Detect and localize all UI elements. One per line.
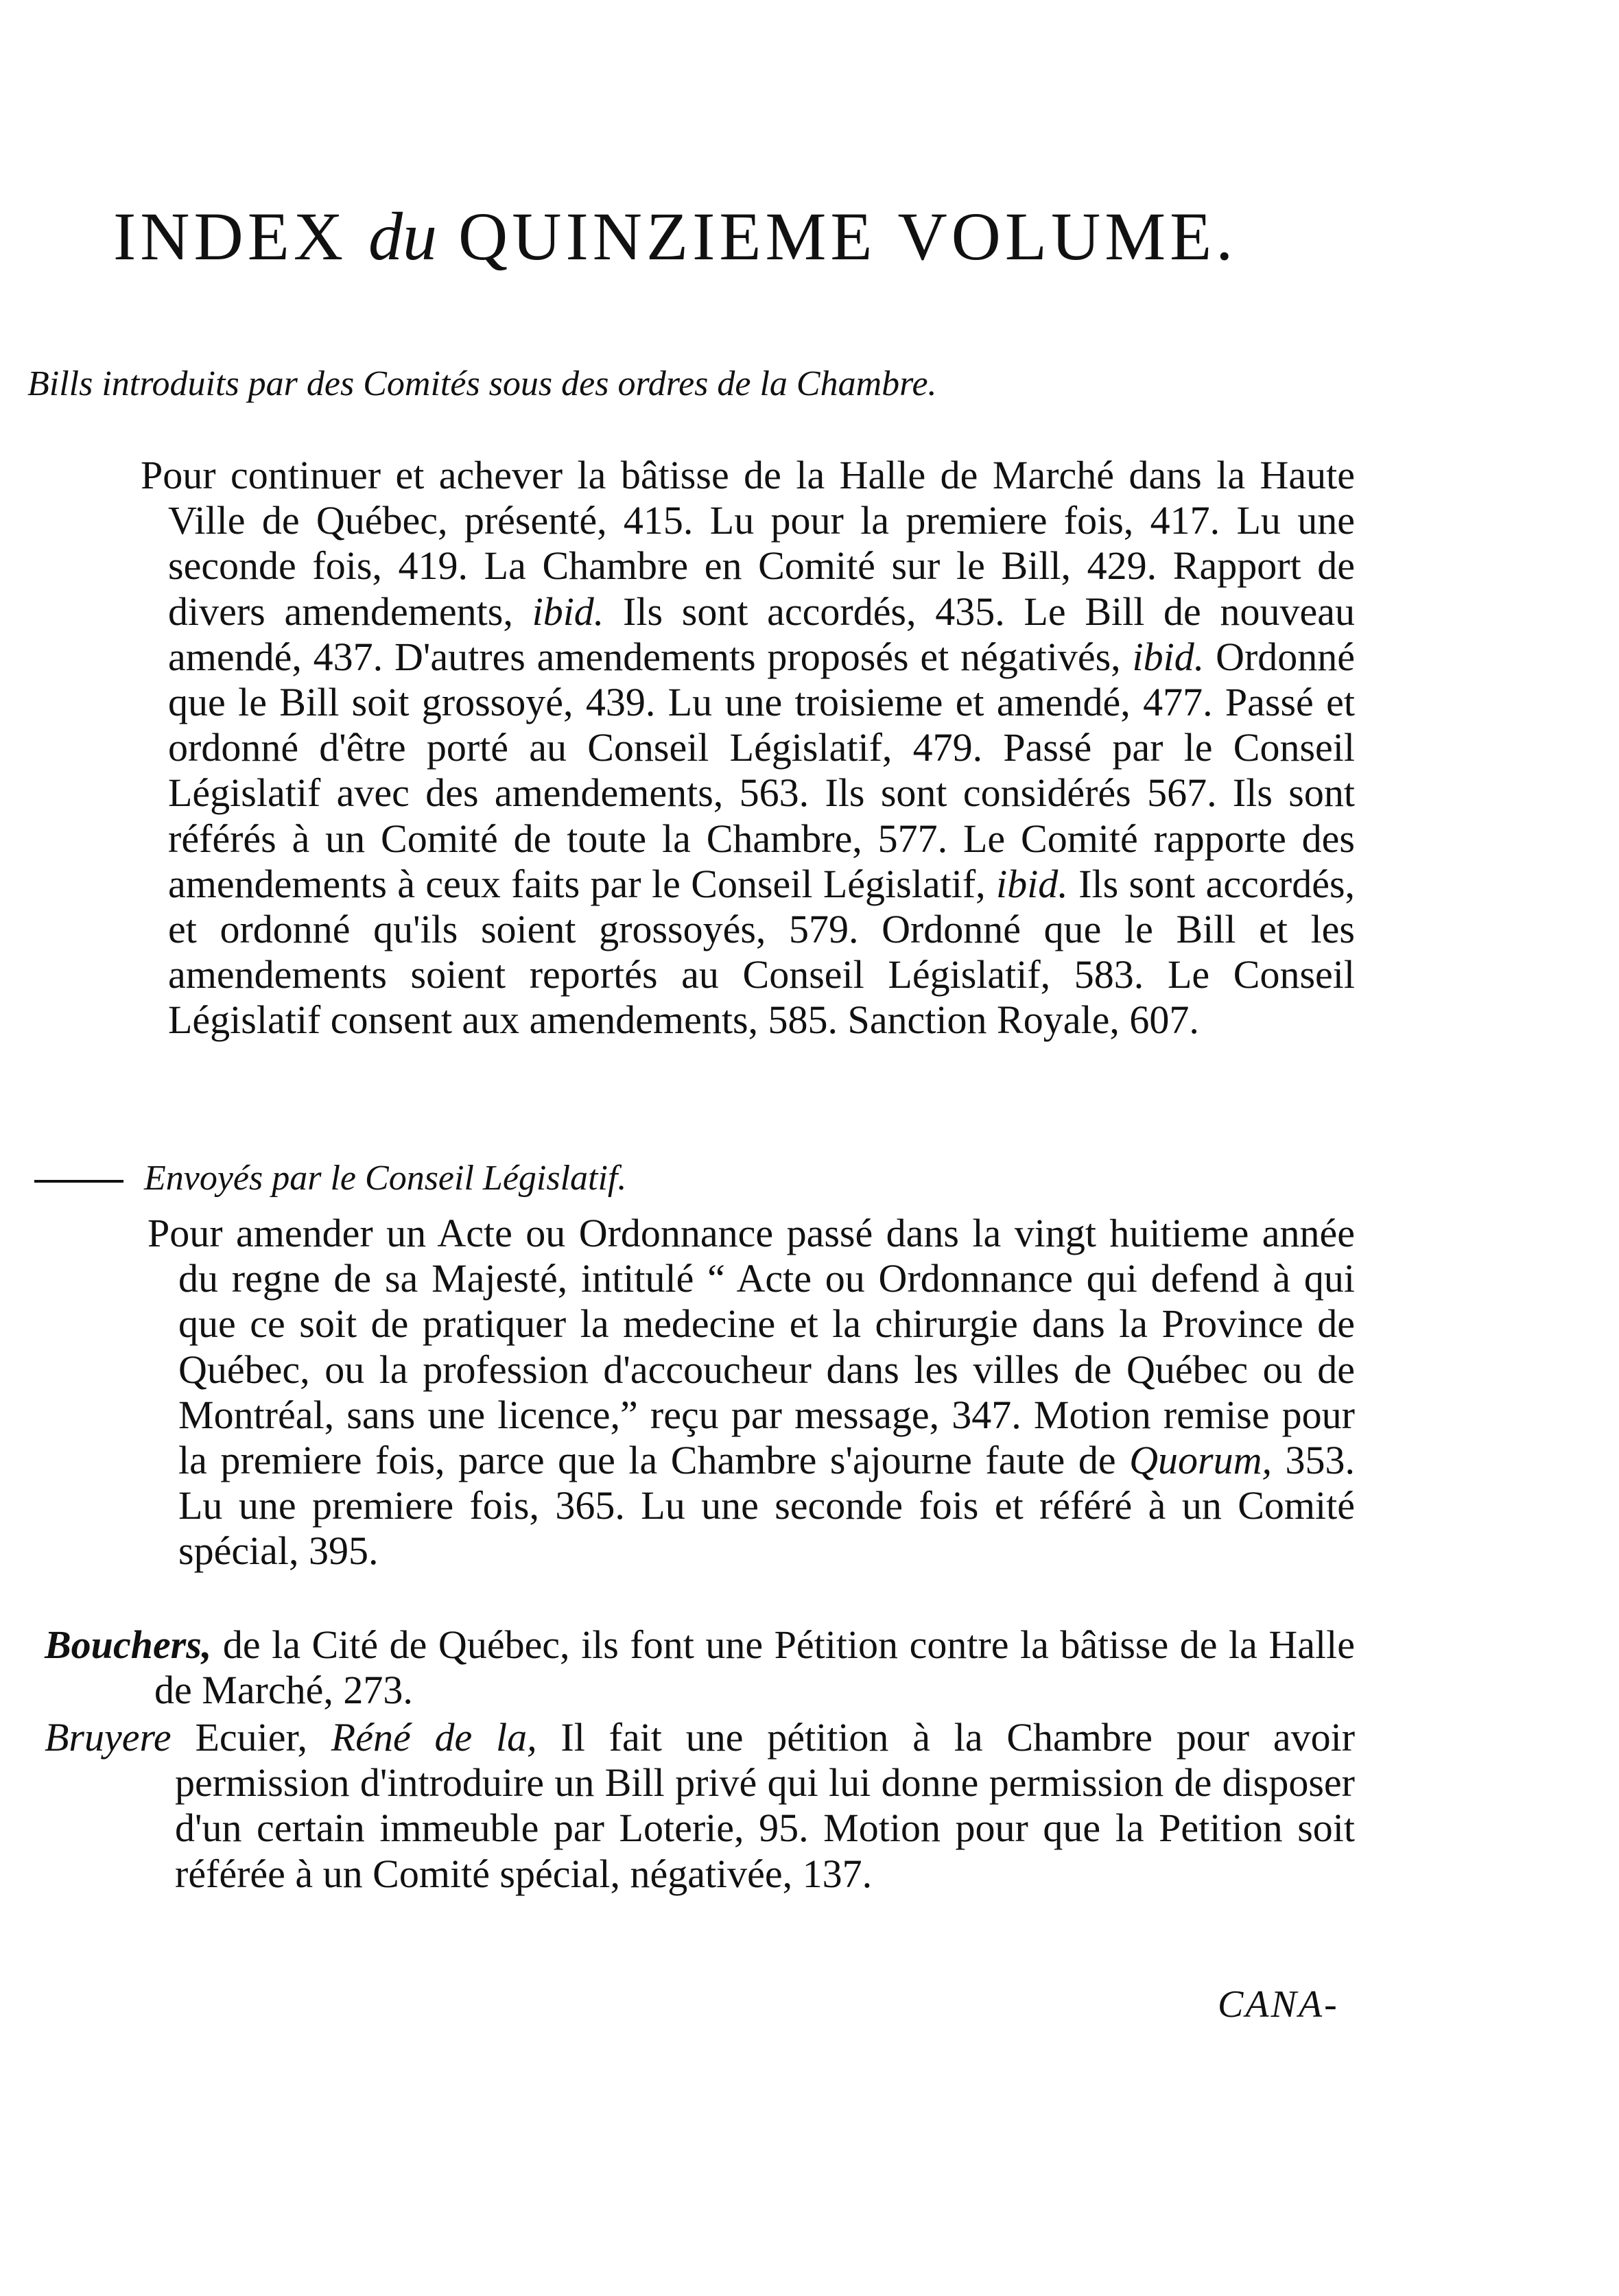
entry2-quorum: Quorum, [1129, 1438, 1272, 1483]
entry1-ibid-1: ibid. [532, 589, 604, 634]
subhead-text: Envoyés par le Conseil Législatif. [144, 1159, 627, 1198]
section-heading: Bills introduits par des Comités sous des ordres de la Chambre. [27, 364, 937, 403]
entry3-head: Bouchers, [45, 1622, 212, 1667]
entry1-text-2: Ils sont accordés, 435. Le Bill de nouveau amendé, 437. D'autres amendements proposés et négativés, [168, 589, 1356, 679]
title-index: INDEX [113, 198, 348, 274]
em-dash-rule [34, 1180, 123, 1183]
entry3-text: de la Cité de Québec, ils font une Pétition contre la bâtisse de la Halle de Marché, 273. [154, 1622, 1355, 1713]
entry4-head: Bruyere [45, 1715, 172, 1760]
entry1-text: Pour continuer et achever la bâtisse de la Halle de Marché dans la Haute Ville de Québec, présenté, 415. Lu pour la premiere fois, 417. Lu une seconde fois, 419. La Chambre en Comité sur le Bill, 429. Rapport de divers amendements, [141, 453, 1355, 634]
entry1-text-3: Ordonné que le Bill soit grossoyé, 439. Lu une troisieme et amendé, 477. Passé et ordonné d'être porté au Conseil Législatif, 479. Passé par le Conseil Législatif avec des amendements, 563. Ils sont considérés 567. Ils sont référés à un Comité de toute la Chambre, 577. Le Comité rapporte des amendements à ceux faits par le Conseil Législatif, [168, 634, 1356, 906]
entry1-text-4: Ils sont accordés, et ordonné qu'ils soient grossoyés, 579. Ordonné que le Bill et les amendements soient reportés au Conseil Législatif, 583. Le Conseil Législatif consent aux amendements, 585. Sanction Royale, 607. [168, 861, 1356, 1043]
catchword: CANA- [1218, 1983, 1339, 2026]
title-volume: VOLUME. [897, 198, 1238, 274]
entry4-name: Réné de la, [331, 1715, 537, 1760]
entry1-ibid-2: ibid. [1132, 634, 1205, 679]
index-entry-bruyere [45, 1715, 1355, 1897]
entry2-text: Pour amender un Acte ou Ordonnance passé dans la vingt huitieme année du regne de sa Majesté, intitulé “ Acte ou Ordonnance qui defend à qui que ce soit de pratiquer la medecine et la chirurgie dans la Province de Québec, ou la profession d'accoucheur dans les villes de Québec ou de Montréal, sans une licence,” reçu par message, 347. Motion remise pour la premiere fois, parce que la Chambre s'ajourne faute de [147, 1211, 1355, 1483]
entry1-ibid-3: ibid. [996, 861, 1068, 906]
entry4-text: Il fait une pétition à la Chambre pour avoir permission d'introduire un Bill privé qui lui donne permission de disposer d'un certain immeuble par Loterie, 95. Motion pour que la Petition soit référée à un Comité spécial, négativée, 137. [175, 1715, 1356, 1896]
index-entry-acte-medecine [147, 1211, 1355, 1574]
index-entry-halle-de-marche [141, 453, 1355, 1043]
title-du: du [368, 198, 438, 274]
index-entry-bouchers [45, 1622, 1355, 1713]
entry2-text-2: 353. Lu une premiere fois, 365. Lu une seconde fois et référé à un Comité spécial, 395. [178, 1438, 1356, 1574]
title-quinzieme: QUINZIEME [458, 198, 877, 274]
subsection-heading [34, 1158, 626, 1198]
entry4-ecuier: Ecuier, [195, 1715, 307, 1760]
page-title [113, 199, 1417, 274]
